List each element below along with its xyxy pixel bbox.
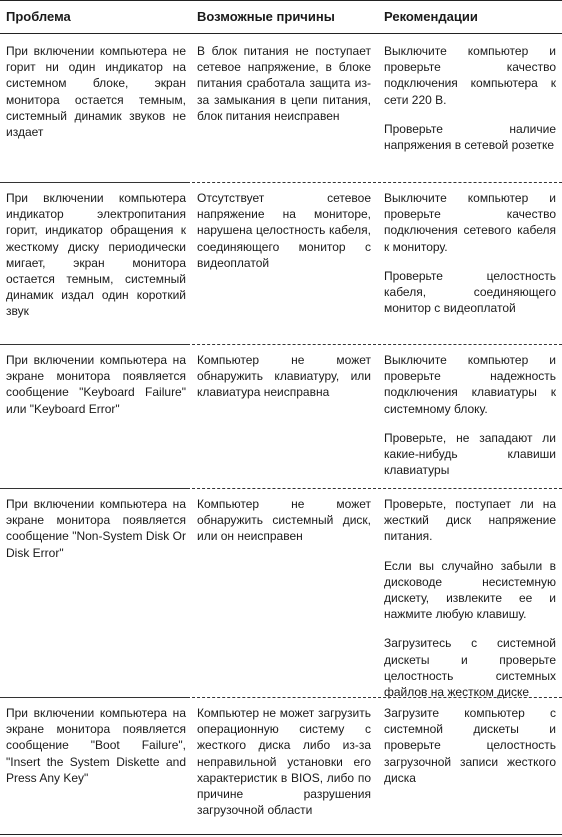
header-recommendations: Рекомендации (384, 9, 478, 24)
row5-recommendations (384, 705, 556, 786)
table-header (0, 0, 562, 34)
header-problem: Проблема (6, 9, 71, 24)
table-bottom-rule (0, 834, 562, 835)
row3-problem: При включении компьютера на экране монитора появляется сообщение "Keyboard Failure" или "Keyboard Error" (6, 353, 186, 416)
row4-problem: При включении компьютера на экране монитора появляется сообщение "Non-System Disk Or Disk Error" (6, 497, 186, 560)
row2-recommendations (384, 190, 556, 316)
row2-rec-1: Выключите компьютер и проверьте качество подключения сетевого кабеля к монитору. (384, 191, 556, 254)
row5-rec-1: Загрузите компьютер с системной дискеты и проверьте целостность загрузочной записи жесткого диска (384, 706, 556, 785)
row3-causes: Компьютер не может обнаружить клавиатуру, или клавиатура неисправна (197, 353, 371, 400)
row5-causes: Компьютер не может загрузить операционную систему с жесткого диска либо из-за неправильной установки его характеристик в BIOS, либо по причине разрушения загрузочной области (197, 706, 371, 818)
row3-rec-1: Выключите компьютер и проверьте надежность подключения клавиатуры к системному блоку. (384, 353, 556, 416)
row3-rec-2: Проверьте, не западают ли какие-нибудь клавиши клавиатуры (384, 430, 556, 478)
row1-rec-1: Выключите компьютер и проверьте качество подключения компьютера к сети 220 В. (384, 44, 556, 107)
row2-rec-2: Проверьте целостность кабеля, соединяющего монитор с видеоплатой (384, 268, 556, 316)
row2-causes: Отсутствует сетевое напряжение на мониторе, нарушена целостность кабеля, соединяющего монитор с видеоплатой (197, 191, 371, 270)
row4-rec-2: Если вы случайно забыли в дисководе несистемную дискету, извлеките ее и нажмите любую клавишу. (384, 558, 556, 622)
row4-causes: Компьютер не может обнаружить системный диск, или он неисправен (197, 497, 371, 544)
row2-problem: При включении компьютера индикатор электропитания горит, индикатор обращения к жесткому диску периодически мигает, экран монитора остается темным, системный динамик издал один короткий звук (6, 191, 186, 319)
row4-recommendations (384, 496, 556, 700)
row1-problem: При включении компьютера не горит ни один индикатор на системном блоке, экран монитора остается темным, системный динамик звуков не издает (6, 44, 186, 140)
row1-rec-2: Проверьте наличие напряжения в сетевой розетке (384, 121, 556, 153)
row4-rec-1: Проверьте, поступает ли на жесткий диск напряжение питания. (384, 497, 556, 544)
row5-problem: При включении компьютера на экране монитора появляется сообщение "Boot Failure", "Insert the System Diskette and Press Any Key" (6, 706, 186, 785)
header-causes: Возможные причины (197, 9, 335, 24)
row4-rec-3: Загрузитесь с системной дискеты и проверьте целостность системных файлов на жестком диске (384, 636, 556, 700)
row1-causes: В блок питания не поступает сетевое напряжение, в блоке питания сработала защита из-за замыкания в цепи питания, блок питания неисправен (197, 44, 371, 123)
row3-recommendations (384, 352, 556, 478)
row1-recommendations (384, 43, 556, 153)
